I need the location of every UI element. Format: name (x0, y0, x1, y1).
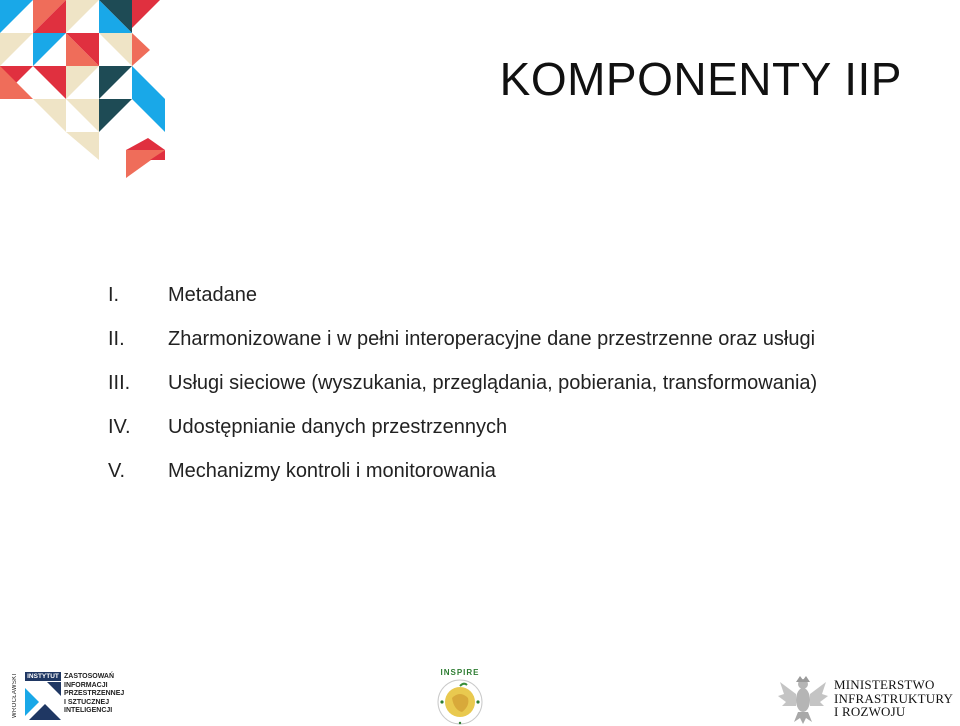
eagle-emblem-icon (778, 672, 828, 724)
institute-name-line: I SZTUCZNEJ (64, 698, 110, 706)
list-item-text: Mechanizmy kontroli i monitorowania (168, 460, 496, 482)
ministry-logo (778, 672, 960, 724)
institute-logo (12, 672, 142, 720)
list-item-number: I. (108, 284, 120, 306)
institute-emblem-icon (25, 682, 61, 720)
ministry-name-line: I ROZWOJU (834, 704, 906, 719)
list-item-text: Zharmonizowane i w pełni interoperacyjne dane przestrzenne oraz usługi (168, 328, 816, 350)
list-item-text: Usługi sieciowe (wyszukania, przeglądania, pobierania, transformowania) (168, 372, 818, 394)
ministry-name-line: MINISTERSTWO (834, 677, 935, 692)
inspire-label: INSPIRE (440, 668, 480, 677)
institute-name-line: INTELIGENCJI (64, 707, 113, 715)
institute-name (64, 673, 144, 716)
decorative-triangles (0, 0, 170, 180)
institute-badge: INSTYTUT (25, 672, 61, 681)
list-item-number: V. (108, 460, 126, 482)
list-item-text: Metadane (168, 284, 257, 306)
ministry-name (834, 678, 960, 719)
list-item (108, 416, 928, 460)
list-item-number: III. (108, 372, 131, 394)
list-item (108, 328, 928, 372)
list-item (108, 372, 928, 416)
institute-vertical-label: WROCŁAWSKI (12, 673, 18, 719)
list-item-number: IV. (108, 416, 131, 438)
slide-title: KOMPONENTY IIP (499, 53, 902, 105)
list-item-number: II. (108, 328, 125, 350)
list-item (108, 460, 928, 504)
components-list (108, 284, 928, 504)
inspire-emblem-icon (434, 676, 486, 726)
list-item (108, 284, 928, 328)
ministry-name-line: INFRASTRUKTURY (834, 690, 954, 706)
institute-name-line: INFORMACJI (64, 681, 108, 689)
institute-mark (25, 672, 61, 720)
inspire-logo (430, 668, 490, 726)
list-item-text: Udostępnianie danych przestrzennych (168, 416, 508, 438)
institute-name-line: ZASTOSOWAŃ (64, 673, 115, 680)
institute-name-line: PRZESTRZENNEJ (64, 690, 125, 698)
